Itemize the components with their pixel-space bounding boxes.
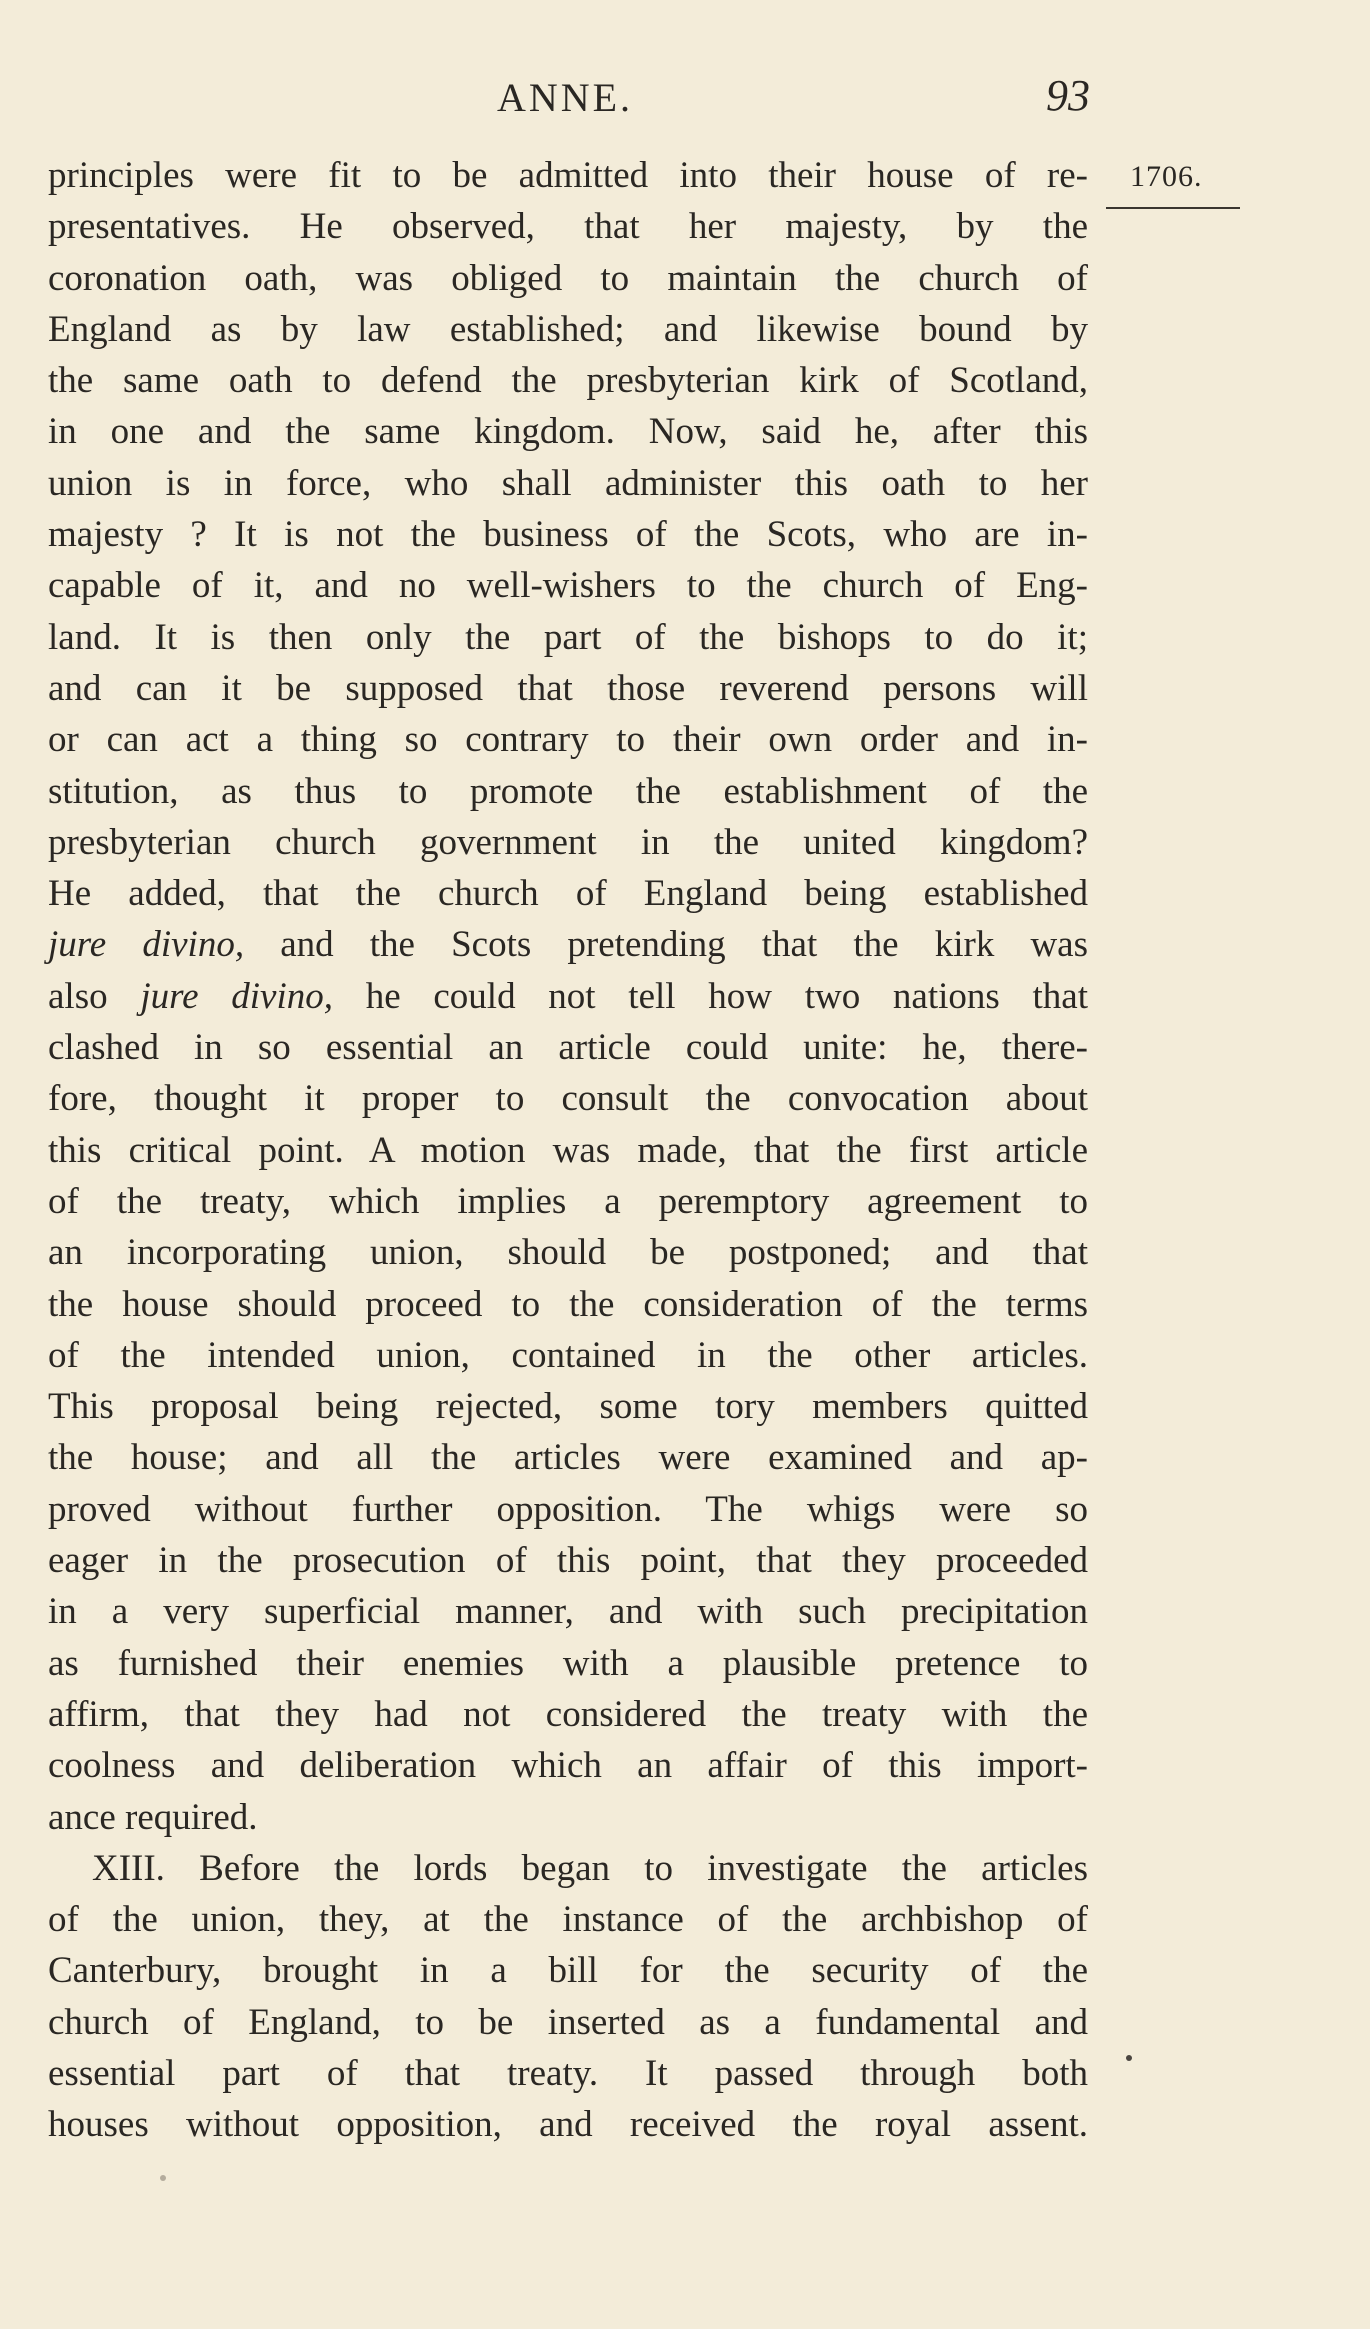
text-segment: and the Scots pretending that the kirk was — [244, 924, 1088, 966]
text-line: the house should proceed to the consideration of the terms — [48, 1283, 1088, 1325]
text-line: union is in force, who shall administer this oath to her — [48, 462, 1088, 504]
text-line: church of England, to be inserted as a fundamental and — [48, 2001, 1088, 2043]
print-speck — [160, 2175, 166, 2181]
text-line: eager in the prosecution of this point, that they proceeded — [48, 1540, 1088, 1582]
text-line: essential part of that treaty. It passed through both — [48, 2052, 1088, 2094]
text-line: houses without opposition, and received the royal assent. — [48, 2104, 1088, 2146]
text-line: or can act a thing so contrary to their own order and in- — [48, 719, 1088, 761]
text-line-italic — [48, 971, 1088, 1022]
margin-year-note: 1706. — [1130, 160, 1203, 193]
text-line: ance required. — [48, 1796, 258, 1838]
text-line: the same oath to defend the presbyterian kirk of Scotland, — [48, 360, 1088, 402]
text-line: coolness and deliberation which an affair of this import- — [48, 1745, 1088, 1787]
page-number: 93 — [1046, 71, 1090, 120]
italic-phrase: jure divino, — [140, 975, 334, 1017]
section-heading-line: XIII. Before the lords began to investigate the articles — [92, 1847, 1088, 1889]
text-line: proved without further opposition. The whigs were so — [48, 1488, 1088, 1530]
text-line-italic — [48, 919, 1088, 970]
running-head — [40, 64, 1090, 124]
text-line: principles were fit to be admitted into their house of re- — [48, 155, 1088, 196]
body-text — [48, 150, 1088, 2151]
italic-phrase: jure divino, — [48, 924, 245, 966]
text-line: clashed in so essential an article could unite: he, there- — [48, 1027, 1088, 1069]
margin-rule — [1106, 207, 1240, 209]
text-line: in one and the same kingdom. Now, said he, after this — [48, 411, 1088, 453]
text-line: of the intended union, contained in the other articles. — [48, 1334, 1088, 1376]
text-line: stitution, as thus to promote the establishment of the — [48, 770, 1088, 812]
text-line: coronation oath, was obliged to maintain the church of — [48, 257, 1088, 299]
text-line: presbyterian church government in the united kingdom? — [48, 821, 1088, 863]
text-segment: he could not tell how two nations that — [333, 975, 1089, 1017]
text-line: as furnished their enemies with a plausible pretence to — [48, 1642, 1088, 1684]
text-line: majesty ? It is not the business of the Scots, who are in- — [48, 514, 1088, 556]
text-line: affirm, that they had not considered the treaty with the — [48, 1693, 1088, 1735]
text-line: presentatives. He observed, that her majesty, by the — [48, 206, 1088, 248]
text-line: the house; and all the articles were examined and ap- — [48, 1437, 1088, 1479]
text-line: this critical point. A motion was made, that the first article — [48, 1129, 1088, 1171]
text-line: capable of it, and no well-wishers to the church of Eng- — [48, 565, 1088, 607]
text-line: of the union, they, at the instance of the archbishop of — [48, 1899, 1088, 1941]
text-line: Canterbury, brought in a bill for the security of the — [48, 1950, 1088, 1992]
text-line: fore, thought it proper to consult the convocation about — [48, 1078, 1088, 1120]
text-line: and can it be supposed that those reverend persons will — [48, 667, 1088, 709]
text-line: an incorporating union, should be postponed; and that — [48, 1232, 1088, 1274]
text-line: He added, that the church of England being established — [48, 873, 1088, 915]
text-segment: also — [48, 975, 141, 1017]
text-line: England as by law established; and likewise bound by — [48, 308, 1088, 350]
print-speck — [1126, 2055, 1132, 2061]
text-line: This proposal being rejected, some tory members quitted — [48, 1386, 1088, 1428]
text-line: in a very superficial manner, and with such precipitation — [48, 1591, 1088, 1633]
text-line: land. It is then only the part of the bishops to do it; — [48, 616, 1088, 658]
text-line: of the treaty, which implies a peremptory agreement to — [48, 1180, 1088, 1222]
running-title: ANNE. — [496, 75, 634, 120]
